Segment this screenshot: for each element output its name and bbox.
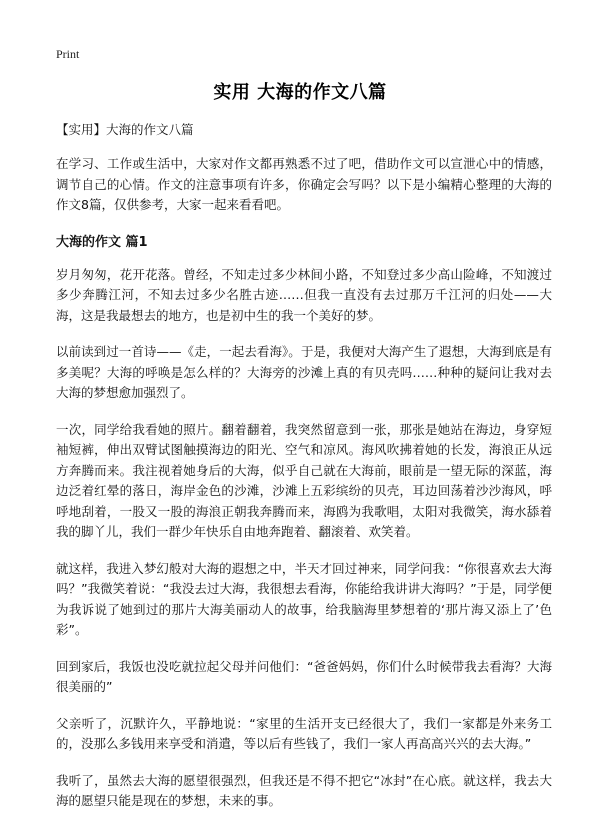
- body-paragraph: 父亲听了，沉默许久，平静地说：“家里的生活开支已经很大了，我们一家都是外来务工的，没那么多钱用来享受和消遣，等以后有些钱了，我们一家人再高高兴兴的去大海。”: [56, 715, 552, 751]
- body-paragraph: 一次，同学给我看她的照片。翻着翻着，我突然留意到一张，那张是她站在海边，身穿短袖短裤，伸出双臂试图触摸海边的阳光、空气和凉风。海风吹拂着她的长发，海浪正从远方奔腾而来。我注视着她身后的大海，似乎自己就在大海前，眼前是一望无际的深蓝，海边泛着红晕的落日，海岸金色的沙滩，沙滩上五彩缤纷的贝壳，耳边回荡着沙沙海风，呼呼地刮着，一股又一股的海浪正朝我奔腾而来，海鸥为我歌唱，太阳对我微笑，海水舔着我的脚丫儿，我们一群少年快乐自由地奔跑着、翻滚着、欢笑着。: [56, 421, 552, 539]
- document-body: [56, 120, 552, 828]
- document-subtitle: 【实用】大海的作文八篇: [56, 122, 194, 137]
- body-paragraph: 我听了，虽然去大海的愿望很强烈，但我还是不得不把它“冰封”在心底。就这样，我去大海的愿望只能是现在的梦想，未来的事。: [56, 772, 552, 808]
- body-paragraph: 以前读到过一首诗——《走，一起去看海》。于是，我便对大海产生了遐想，大海到底是有多美呢？大海的呼唤是怎么样的？大海旁的沙滩上真的有贝壳吗……种种的疑问让我对去大海的梦想愈加强烈了。: [56, 344, 552, 400]
- intro-paragraph: 在学习、工作或生活中，大家对作文都再熟悉不过了吧，借助作文可以宣泄心中的情感，调节自己的心情。作文的注意事项有许多，你确定会写吗？以下是小编精心整理的大海的作文8篇，仅供参考，大家一起来看看吧。: [56, 156, 552, 212]
- body-paragraph: 回到家后，我饭也没吃就拉起父母并问他们：“爸爸妈妈，你们什么时候带我去看海？大海很美丽的”: [56, 658, 552, 694]
- print-label: Print: [56, 47, 80, 61]
- body-paragraph: 岁月匆匆，花开花落。曾经，不知走过多少林间小路，不知登过多少高山险峰，不知渡过多少奔腾江河，不知去过多少名胜古迹……但我一直没有去过那万千江河的归处——大海，这是我最想去的地方，也是初中生的我一个美好的梦。: [56, 266, 552, 323]
- section-heading: 大海的作文 篇1: [56, 234, 148, 250]
- body-paragraph: 就这样，我进入梦幻般对大海的遐想之中，半天才回过神来，同学问我：“你很喜欢去大海吗？”我微笑着说：“我没去过大海，我很想去看海，你能给我讲讲大海吗？”于是，同学便为我诉说了她到过的那片大海美丽动人的故事，给我脑海里梦想着的‘那片海又添上了’色彩”。: [56, 560, 552, 637]
- document-title: 实用 大海的作文八篇: [213, 82, 387, 103]
